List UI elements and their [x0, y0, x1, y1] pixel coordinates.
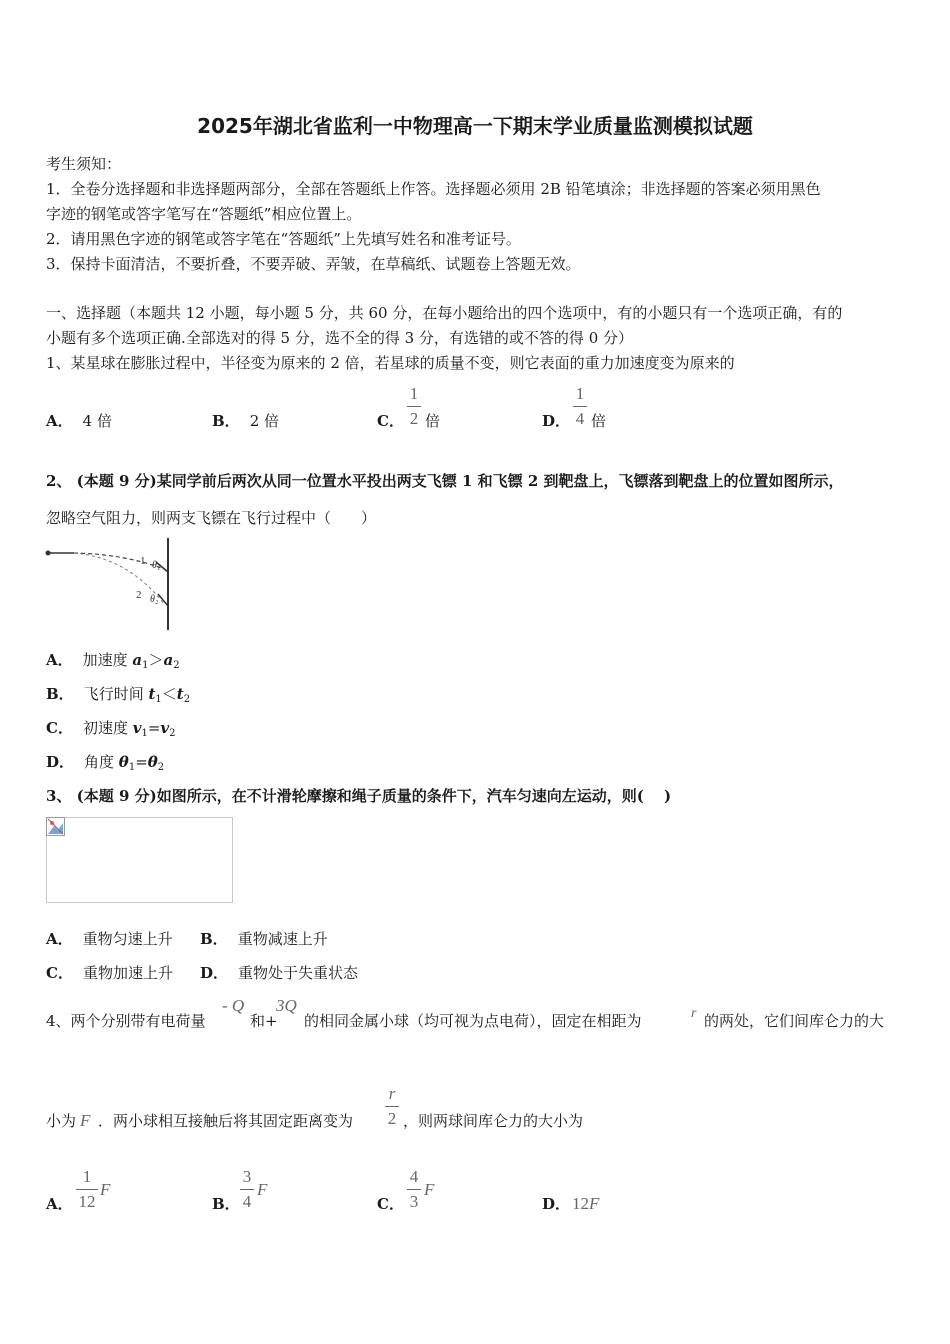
q2-b-sub2: 2: [183, 694, 191, 705]
q2-a-rel: ＞: [148, 651, 164, 669]
q4-b-label: B．: [212, 1195, 240, 1213]
q3-stem: 3、 (本题 9 分)如图所示，在不计滑轮摩擦和绳子质量的条件下，汽车匀速向左运动，则( ): [46, 787, 672, 805]
q4-charge-1: - Q: [222, 996, 245, 1015]
q2-d-rel: =: [135, 753, 148, 771]
q3-b-label: B．: [200, 930, 228, 948]
q2-c-var2: v: [160, 719, 170, 737]
q4-stem-d: 的两处，它们间库仑力的大: [704, 1012, 885, 1030]
q3-c-text: 重物加速上升: [82, 964, 173, 982]
q3-b-text: 重物减速上升: [237, 930, 328, 948]
q2-d-sub1: 1: [128, 762, 136, 773]
q4-b-den: 4: [242, 1192, 252, 1211]
q4-c-f: F: [424, 1180, 435, 1199]
q4-force-f: F: [80, 1111, 91, 1130]
q4-stem-f: ．两小球相互接触后将其固定距离变为: [98, 1112, 354, 1130]
q2-option-b: [46, 683, 190, 705]
notice-heading: 考生须知：: [46, 155, 122, 173]
q4-d-text: 12: [572, 1194, 589, 1213]
q3-a-label: A．: [46, 930, 73, 948]
fig-label-2: 2: [136, 589, 142, 601]
q4-b-f: F: [257, 1180, 268, 1199]
q4-stem-c: 的相同金属小球（均可视为点电荷），固定在相距为: [304, 1012, 642, 1030]
q2-a-sub1: 1: [142, 660, 149, 671]
q3-option-d: [200, 962, 358, 983]
notice-line-3: 3．保持卡面清洁，不要折叠，不要弄破、弄皱，在草稿纸、试题卷上答题无效。: [46, 255, 581, 273]
q2-option-d: [46, 751, 164, 773]
q2-d-var2: θ: [147, 753, 158, 771]
q3-a-text: 重物匀速上升: [82, 930, 173, 948]
notice-line-1a: 1．全卷分选择题和非选择题两部分，全部在答题纸上作答。选择题必须用 2B 铅笔填涂；非选择题的答案必须用黑色: [46, 180, 821, 198]
q4-stem-a: 4、两个分别带有电荷量: [46, 1012, 206, 1030]
q1-option-b: [212, 410, 279, 431]
q2-d-label: D．: [46, 753, 75, 771]
q3-option-a: [46, 928, 173, 949]
q4-b-num: 3: [242, 1167, 252, 1186]
q4-c-label: C．: [377, 1195, 404, 1213]
q3-c-label: C．: [46, 964, 73, 982]
q4-option-d-value: [572, 1194, 599, 1214]
q4-charge-2: 3Q: [276, 996, 297, 1015]
q1-c-label: C．: [377, 412, 404, 430]
fig-theta-2: θ₂: [150, 594, 159, 605]
q4-distance-r: r: [691, 1006, 697, 1021]
q2-c-rel: =: [147, 719, 161, 737]
q1-d-unit: 倍: [591, 412, 607, 430]
q1-d-label: D．: [542, 412, 571, 430]
q4-c-num: 4: [409, 1167, 419, 1186]
q1-c-unit: 倍: [425, 412, 441, 430]
notice-line-2: 2．请用黑色字迹的钢笔或答字笔在“答题纸”上先填写姓名和准考证号。: [46, 230, 521, 248]
q2-c-var1: v: [132, 719, 142, 737]
q4-option-a-fraction: [76, 1167, 98, 1212]
q2-c-sub2: 2: [169, 728, 176, 739]
q3-d-text: 重物处于失重状态: [238, 964, 359, 982]
q4-stem-g: ，则两球间库仑力的大小为: [403, 1112, 584, 1130]
q2-b-sub1: 1: [155, 694, 162, 705]
q1-option-d-fraction: [573, 384, 587, 429]
fig-theta-1: θ₁: [152, 560, 161, 571]
q2-option-a: [46, 649, 180, 671]
q2-stem-1: 2、 (本题 9 分)某同学前后两次从同一位置水平投出两支飞镖 1 和飞镖 2 到靶盘上，飞镖落到靶盘上的位置如图所示，: [46, 472, 844, 490]
broken-image-icon: [46, 817, 66, 837]
q2-a-label: A．: [46, 651, 73, 669]
q1-option-c-fraction: [407, 384, 421, 429]
q2-a-var2: a: [163, 651, 174, 669]
q4-half-r-fraction: [385, 1084, 399, 1129]
q1-b-label: B．: [212, 412, 240, 430]
q4-option-c-fraction: [407, 1167, 421, 1212]
q4-a-label: A．: [46, 1195, 73, 1213]
q4-r-den: 2: [387, 1109, 397, 1128]
section-heading-2: 小题有多个选项正确.全部选对的得 5 分，选不全的得 3 分，有选错的或不答的得 0 分）: [46, 329, 634, 347]
q2-b-var2: t: [176, 685, 184, 703]
q4-stem-e: 小为: [46, 1112, 77, 1130]
q2-option-c: [46, 717, 176, 739]
q1-stem: 1、某星球在膨胀过程中，半径变为原来的 2 倍，若星球的质量不变，则它表面的重力加速度变为原来的: [46, 354, 735, 372]
q4-a-den: 12: [78, 1192, 96, 1211]
q2-a-sub2: 2: [173, 660, 180, 671]
q2-d-sub2: 2: [157, 762, 165, 773]
q1-option-a: [46, 410, 112, 431]
q2-c-label: C．: [46, 719, 73, 737]
q2-c-sub1: 1: [141, 728, 148, 739]
fig-label-1: 1: [140, 555, 146, 567]
q2-d-var1: θ: [118, 753, 129, 771]
q3-option-c: [46, 962, 173, 983]
dart-figure: [44, 536, 174, 632]
q4-d-f: F: [589, 1194, 600, 1213]
q2-b-var1: t: [148, 685, 156, 703]
q2-b-label: B．: [46, 685, 74, 703]
q4-stem-b: 和+: [250, 1012, 278, 1030]
q2-b-text: 飞行时间: [83, 685, 149, 703]
q4-a-num: 1: [82, 1167, 92, 1186]
q2-c-text: 初速度: [82, 719, 133, 737]
q2-stem-2: 忽略空气阻力，则两支飞镖在飞行过程中（ ）: [46, 509, 377, 527]
notice-line-1b: 字迹的钢笔或答字笔写在“答题纸”相应位置上。: [46, 205, 362, 223]
page-title: 2025年湖北省监利一中物理高一下期末学业质量监测模拟试题: [197, 114, 753, 138]
q1-a-text: 4 倍: [82, 412, 112, 430]
q2-d-text: 角度: [84, 753, 119, 771]
q4-d-label: D．: [542, 1195, 571, 1213]
q2-a-text: 加速度: [82, 651, 133, 669]
q1-d-den: 4: [575, 409, 585, 428]
q2-a-var1: a: [132, 651, 143, 669]
q2-b-rel: ＜: [161, 685, 177, 703]
dart-2: [158, 594, 168, 606]
q1-b-text: 2 倍: [249, 412, 279, 430]
section-heading-1: 一、选择题（本题共 12 小题，每小题 5 分，共 60 分，在每小题给出的四个选项中，有的小题只有一个选项正确，有的: [46, 304, 843, 322]
q1-c-den: 2: [409, 409, 419, 428]
q3-figure-placeholder: [46, 817, 233, 903]
q4-c-den: 3: [409, 1192, 419, 1211]
q4-r-num: r: [388, 1084, 396, 1103]
q4-option-b-fraction: [240, 1167, 254, 1212]
q3-d-label: D．: [200, 964, 229, 982]
q4-a-f: F: [100, 1180, 111, 1199]
q1-a-label: A．: [46, 412, 73, 430]
q3-option-b: [200, 928, 328, 949]
q1-d-num: 1: [575, 384, 585, 403]
q1-c-num: 1: [409, 384, 419, 403]
